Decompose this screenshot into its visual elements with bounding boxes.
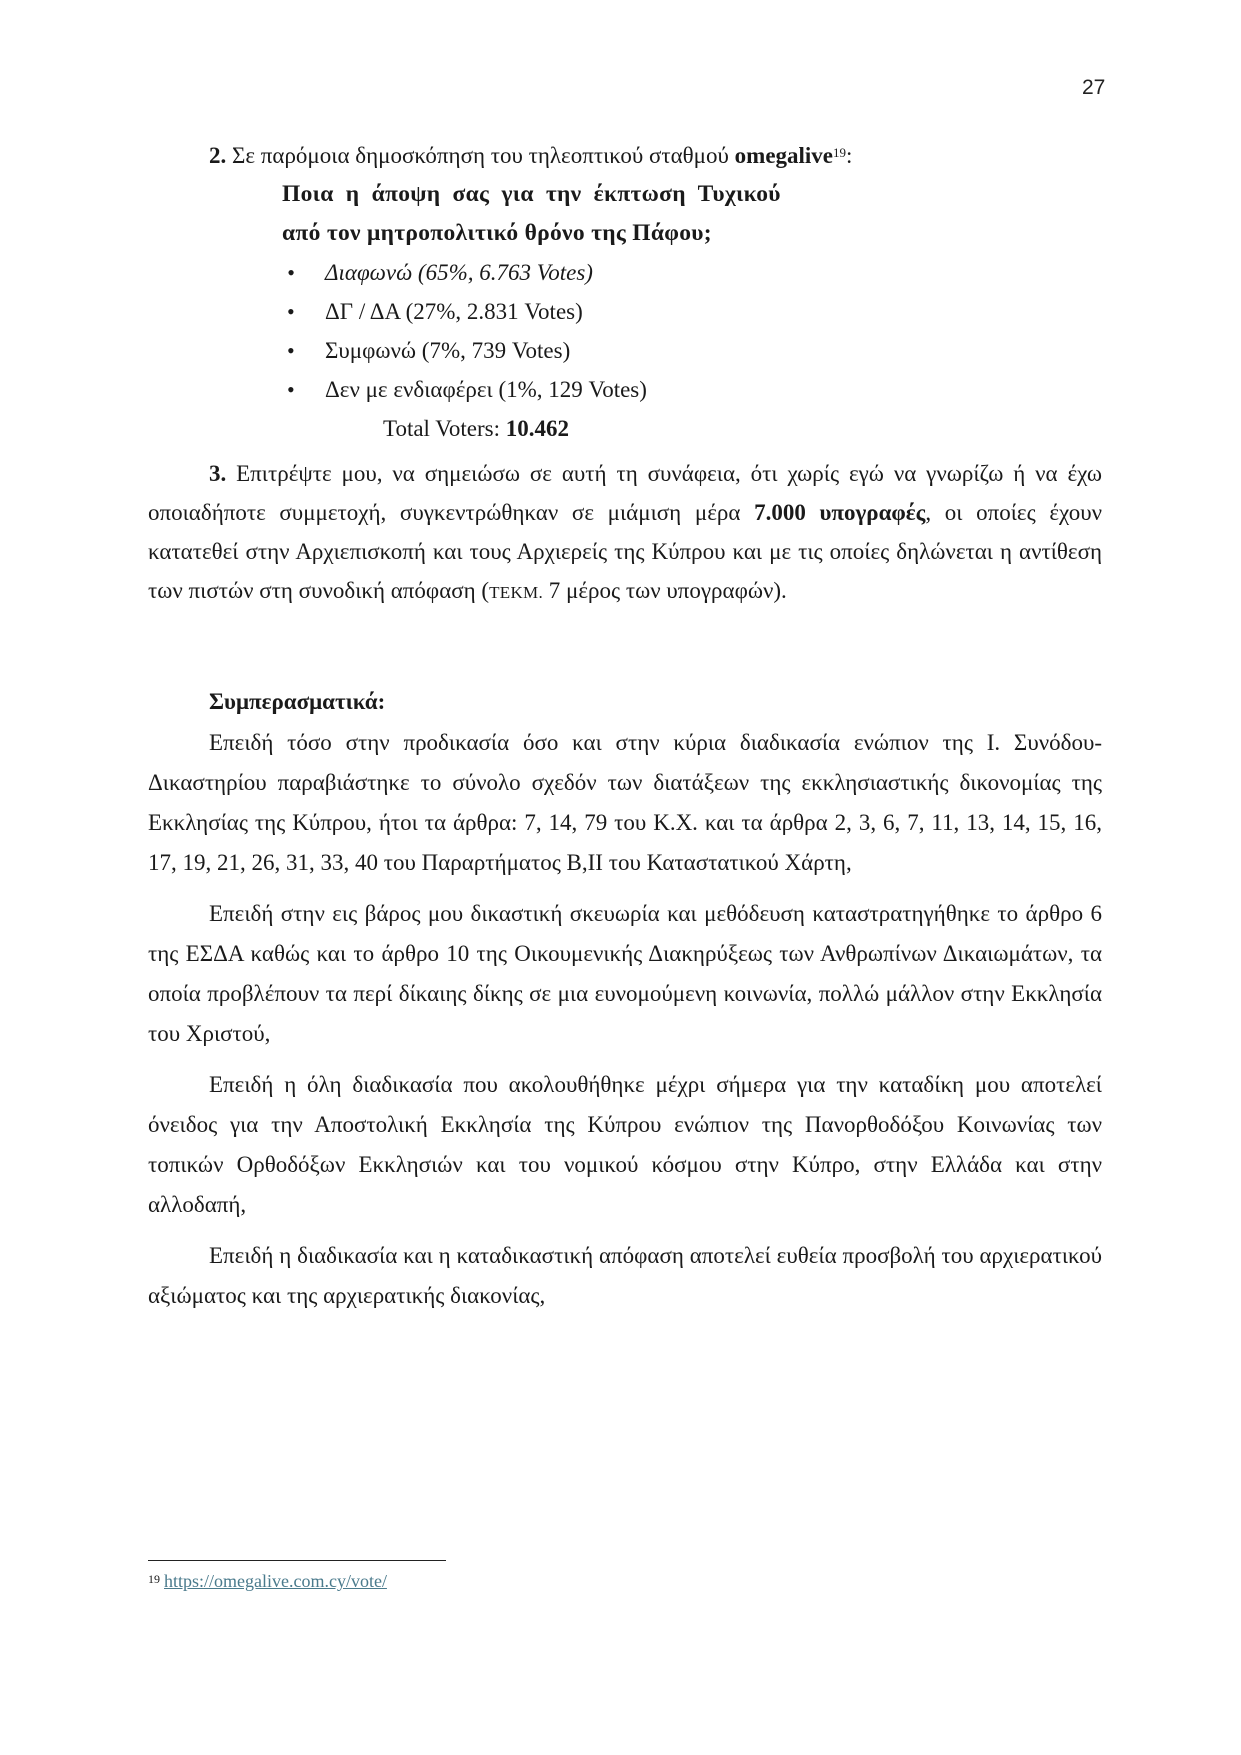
poll-option: • Δεν με ενδιαφέρει (1%, 129 Votes)	[287, 370, 1102, 409]
conclusion-heading: Συμπερασματικά:	[209, 689, 386, 714]
poll-options-list	[148, 253, 1102, 409]
footnote-number: 19	[148, 1572, 160, 1586]
item-3-number: 3.	[209, 461, 227, 486]
item-2-number: 2.	[209, 143, 227, 168]
conclusion-paragraph: Επειδή η διαδικασία και η καταδικαστική απόφαση αποτελεί ευθεία προσβολή του αρχιερατικού αξιώματος και της αρχιερατικής διακονίας,	[148, 1243, 1102, 1308]
poll-question	[148, 175, 1102, 253]
footnote-separator	[148, 1560, 446, 1561]
item-2-intro	[148, 136, 1102, 175]
poll-question-line-1: Ποια η άποψη σας για την έκπτωση Τυχικού	[282, 181, 781, 207]
conclusion-paragraph: Επειδή η όλη διαδικασία που ακολουθήθηκε μέχρι σήμερα για την καταδίκη μου αποτελεί όνειδος για την Αποστολική Εκκλησία της Κύπρου ενώπιον της Πανορθοδόξου Κοινωνίας των τοπικών Ορθοδόξων Εκκλησιών και του νομικού κόσμου στην Κύπρο, στην Ελλάδα και στην αλλοδαπή,	[148, 1072, 1102, 1217]
item-2-intro-text: Σε παρόμοια δημοσκόπηση του τηλεοπτικού σταθμού	[226, 143, 735, 168]
signatures-count: 7.000 υπογραφές	[754, 500, 926, 525]
poll-option: • Διαφωνώ (65%, 6.763 Votes)	[287, 253, 1102, 292]
page-number: 27	[1082, 76, 1106, 99]
poll-option: • Συμφωνώ (7%, 739 Votes)	[287, 331, 1102, 370]
exhibit-label: ΤΕΚΜ.	[489, 583, 544, 602]
station-name: omegalive	[734, 143, 834, 168]
intro-colon: :	[846, 143, 853, 168]
poll-option: • ΔΓ / ΔΑ (27%, 2.831 Votes)	[287, 292, 1102, 331]
total-voters	[148, 409, 1102, 448]
footnote-link[interactable]: https://omegalive.com.cy/vote/	[164, 1571, 387, 1591]
total-voters-label: Total Voters:	[383, 416, 506, 441]
total-voters-value: 10.462	[505, 416, 570, 441]
item-3-paragraph	[148, 454, 1102, 612]
item-3-text-a: Επιτρέψτε μου, να σημειώσω σε αυτή τη συνάφεια, ότι χωρίς εγώ να γνωρίζω ή να έχω οποιαδήποτε συμμετοχή, συγκεντρώθηκαν σε μιάμιση μέρα	[148, 461, 1102, 525]
item-3-text-c: 7 μέρος των υπογραφών).	[543, 578, 787, 603]
conclusion-paragraph: Επειδή τόσο στην προδικασία όσο και στην κύρια διαδικασία ενώπιον της Ι. Συνόδου-Δικαστηρίου παραβιάστηκε το σύνολο σχεδόν των διατάξεων της εκκλησιαστικής δικονομίας της Εκκλησίας της Κύπρου, ήτοι τα άρθρα: 7, 14, 79 του Κ.Χ. και τα άρθρα 2, 3, 6, 7, 11, 13, 14, 15, 16, 17, 19, 21, 26, 31, 33, 40 του Παραρτήματος Β,ΙΙ του Καταστατικού Χάρτη,	[148, 730, 1102, 875]
footnote-reference[interactable]: 19	[833, 145, 847, 160]
spacer	[148, 612, 1102, 682]
conclusion-paragraph: Επειδή στην εις βάρος μου δικαστική σκευωρία και μεθόδευση καταστρατηγήθηκε το άρθρο 6 της ΕΣΔΑ καθώς και το άρθρο 10 της Οικουμενικής Διακηρύξεως των Ανθρωπίνων Δικαιωμάτων, τα οποία προβλέπουν τα περί δίκαιης δίκης σε μια ευνομούμενη κοινωνία, πολλώ μάλλον στην Εκκλησία του Χριστού,	[148, 901, 1102, 1046]
document-body	[148, 136, 1102, 1327]
footnote	[148, 1569, 387, 1593]
poll-question-line-2: από τον μητροπολιτικό θρόνο της Πάφου;	[282, 220, 712, 246]
item-3-text-b: , οι οποίες έχουν κατατεθεί στην Αρχιεπισκοπή και τους Αρχιερείς της Κύπρου και με τις οποίες δηλώνεται η αντίθεση των πιστών στη συνοδική απόφαση (	[148, 500, 1103, 603]
